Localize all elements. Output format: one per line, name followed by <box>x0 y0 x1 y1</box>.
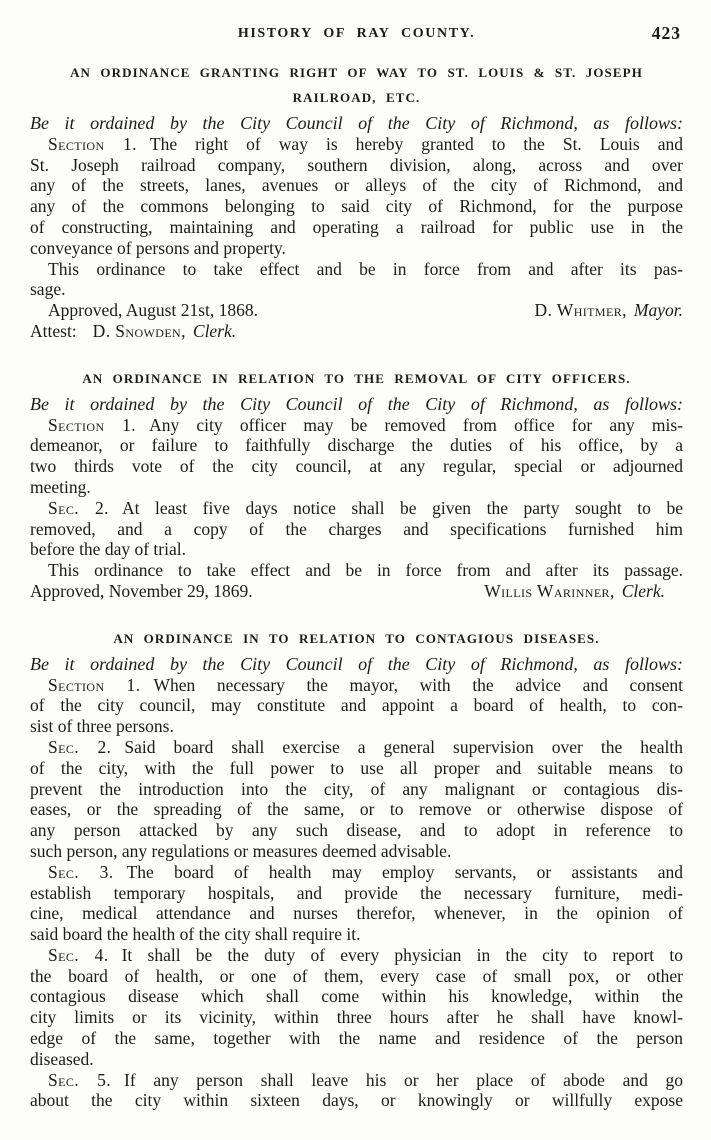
section-lead: Sec. 4. <box>48 944 109 965</box>
paragraph-line: This ordinance to take effect and be in force from and after its passage. <box>48 560 683 581</box>
section-lead: Sec. 2. <box>48 497 109 518</box>
heading-line: AN ORDINANCE GRANTING RIGHT OF WAY TO ST. LOUIS & ST. JOSEPH <box>70 65 643 80</box>
paragraph-line: any person attacked by any such disease, and to adopt in reference to <box>30 820 683 841</box>
paragraph-line: St. Joseph railroad company, southern division, along, across and over <box>30 154 683 175</box>
section-lead: Sec. 3. <box>48 861 114 882</box>
paragraph <box>30 259 683 301</box>
heading-line: AN ORDINANCE IN TO RELATION TO CONTAGIOUS DISEASES. <box>113 630 600 646</box>
paragraph-line: cine, medical attendance and nurses therefor, whenever, in the opinion of <box>30 903 683 924</box>
signer-name: Willis Warinner, <box>484 580 615 601</box>
paragraph-line: Section 1. Any city officer may be removed from office for any mis- <box>48 414 683 435</box>
heading-line: RAILROAD, ETC. <box>292 90 421 105</box>
paragraph <box>30 675 683 737</box>
paragraph-line: This ordinance to take effect and be in force from and after its pas- <box>48 258 683 279</box>
signature <box>484 581 665 602</box>
paragraph-line: two thirds vote of the city council, at any regular, special or adjourned <box>30 456 683 477</box>
paragraph-line: city limits or its vicinity, within three hours after he shall have knowl- <box>30 1007 683 1028</box>
approval-line <box>30 300 683 321</box>
paragraph <box>30 415 683 498</box>
signer-name: D. Whitmer, <box>534 300 627 321</box>
ordinance-section <box>30 626 683 1112</box>
approved-text: Approved, August 21st, 1868. <box>48 300 258 321</box>
paragraph <box>30 498 683 560</box>
paragraph <box>30 134 683 259</box>
paragraph <box>30 560 683 581</box>
signer-title: Clerk. <box>621 580 665 601</box>
enacting-clause: Be it ordained by the City Council of the City of Richmond, as follows: <box>30 393 683 414</box>
section-lead: Sec. 2. <box>48 736 112 757</box>
paragraph-line: any of the streets, lanes, avenues or alleys of the city of Richmond, and <box>30 175 683 196</box>
paragraph-line: edge of the same, together with the name and residence of the person <box>30 1028 683 1049</box>
paragraph-line: of the city, with the full power to use all proper and suitable means to <box>30 757 683 778</box>
attest-name: D. Snowden, <box>92 320 186 341</box>
ordinances-container <box>30 60 683 1111</box>
page-number: 423 <box>651 23 681 43</box>
paragraph-line: conveyance of persons and property. <box>30 237 286 258</box>
paragraph <box>30 945 683 1070</box>
ordinance-heading <box>30 60 683 110</box>
paragraph-line: Sec. 2. Said board shall exercise a general supervision over the health <box>48 736 683 757</box>
paragraph-line: establish temporary hospitals, and provide the necessary furniture, medi- <box>30 882 683 903</box>
enacting-clause: Be it ordained by the City Council of the City of Richmond, as follows: <box>30 653 683 674</box>
page-header <box>30 23 683 46</box>
paragraph-line: demeanor, or failure to faithfully discharge the duties of his office, by a <box>30 435 683 456</box>
running-title: HISTORY OF RAY COUNTY. <box>237 26 476 41</box>
paragraph-line: Sec. 3. The board of health may employ servants, or assistants and <box>48 861 683 882</box>
attest-line <box>30 321 683 342</box>
paragraph-line: any of the commons belonging to said city of Richmond, for the purpose <box>30 196 683 217</box>
approval-line <box>30 581 683 602</box>
approved-text: Approved, November 29, 1869. <box>30 580 253 601</box>
paragraph-line: sage. <box>30 279 66 300</box>
paragraph <box>30 1070 683 1112</box>
paragraph-line: Sec. 5. If any person shall leave his or her place of abode and go <box>48 1069 683 1090</box>
section-lead: Section 1. <box>48 674 141 695</box>
ordinance-section <box>30 60 683 342</box>
paragraph-line: meeting. <box>30 476 91 497</box>
enacting-clause: Be it ordained by the City Council of the City of Richmond, as follows: <box>30 113 683 133</box>
ordinance-heading <box>30 366 683 391</box>
paragraph-line: of the city council, may constitute and appoint a board of health, to con- <box>30 695 683 716</box>
paragraph-line: Sec. 4. It shall be the duty of every physician in the city to report to <box>48 944 683 965</box>
paragraph-line: eases, or the spreading of the same, or to remove or otherwise dispose of <box>30 799 683 820</box>
paragraph-line: Sec. 2. At least five days notice shall be given the party sought to be <box>48 497 684 518</box>
paragraph-line: prevent the introduction into the city, of any malignant or contagious dis- <box>30 778 683 799</box>
paragraph <box>30 737 683 862</box>
paragraph <box>30 862 683 945</box>
signer-title: Mayor. <box>633 300 683 321</box>
section-lead: Sec. 5. <box>48 1069 112 1090</box>
paragraph-line: contagious disease which shall come within his knowledge, within the <box>30 986 683 1007</box>
paragraph-line: such person, any regulations or measures deemed advisable. <box>30 840 452 861</box>
heading-line: AN ORDINANCE IN RELATION TO THE REMOVAL OF CITY OFFICERS. <box>82 370 631 386</box>
attest-title: Clerk. <box>192 320 237 341</box>
ordinance-section <box>30 366 683 602</box>
paragraph-line: Section 1. The right of way is hereby granted to the St. Louis and <box>48 133 683 154</box>
paragraph-line: of constructing, maintaining and operating a railroad for public use in the <box>30 216 683 237</box>
paragraph-line: said board the health of the city shall require it. <box>30 924 361 945</box>
section-lead: Section 1. <box>48 133 137 154</box>
attest-label: Attest: <box>30 320 77 341</box>
paragraph-line: about the city within sixteen days, or knowingly or willfully expose <box>30 1090 683 1111</box>
paragraph-line: removed, and a copy of the charges and specifications furnished him <box>30 518 683 539</box>
ordinance-heading <box>30 626 683 651</box>
paragraph-line: before the day of trial. <box>30 539 186 560</box>
paragraph-line: the board of health, or one of them, every case of small pox, or other <box>30 965 683 986</box>
section-lead: Section 1. <box>48 414 137 435</box>
paragraph-line: diseased. <box>30 1048 94 1069</box>
signature <box>535 300 683 321</box>
paragraph-line: sist of three persons. <box>30 716 174 737</box>
paragraph-line: Section 1. When necessary the mayor, with the advice and consent <box>48 674 683 695</box>
